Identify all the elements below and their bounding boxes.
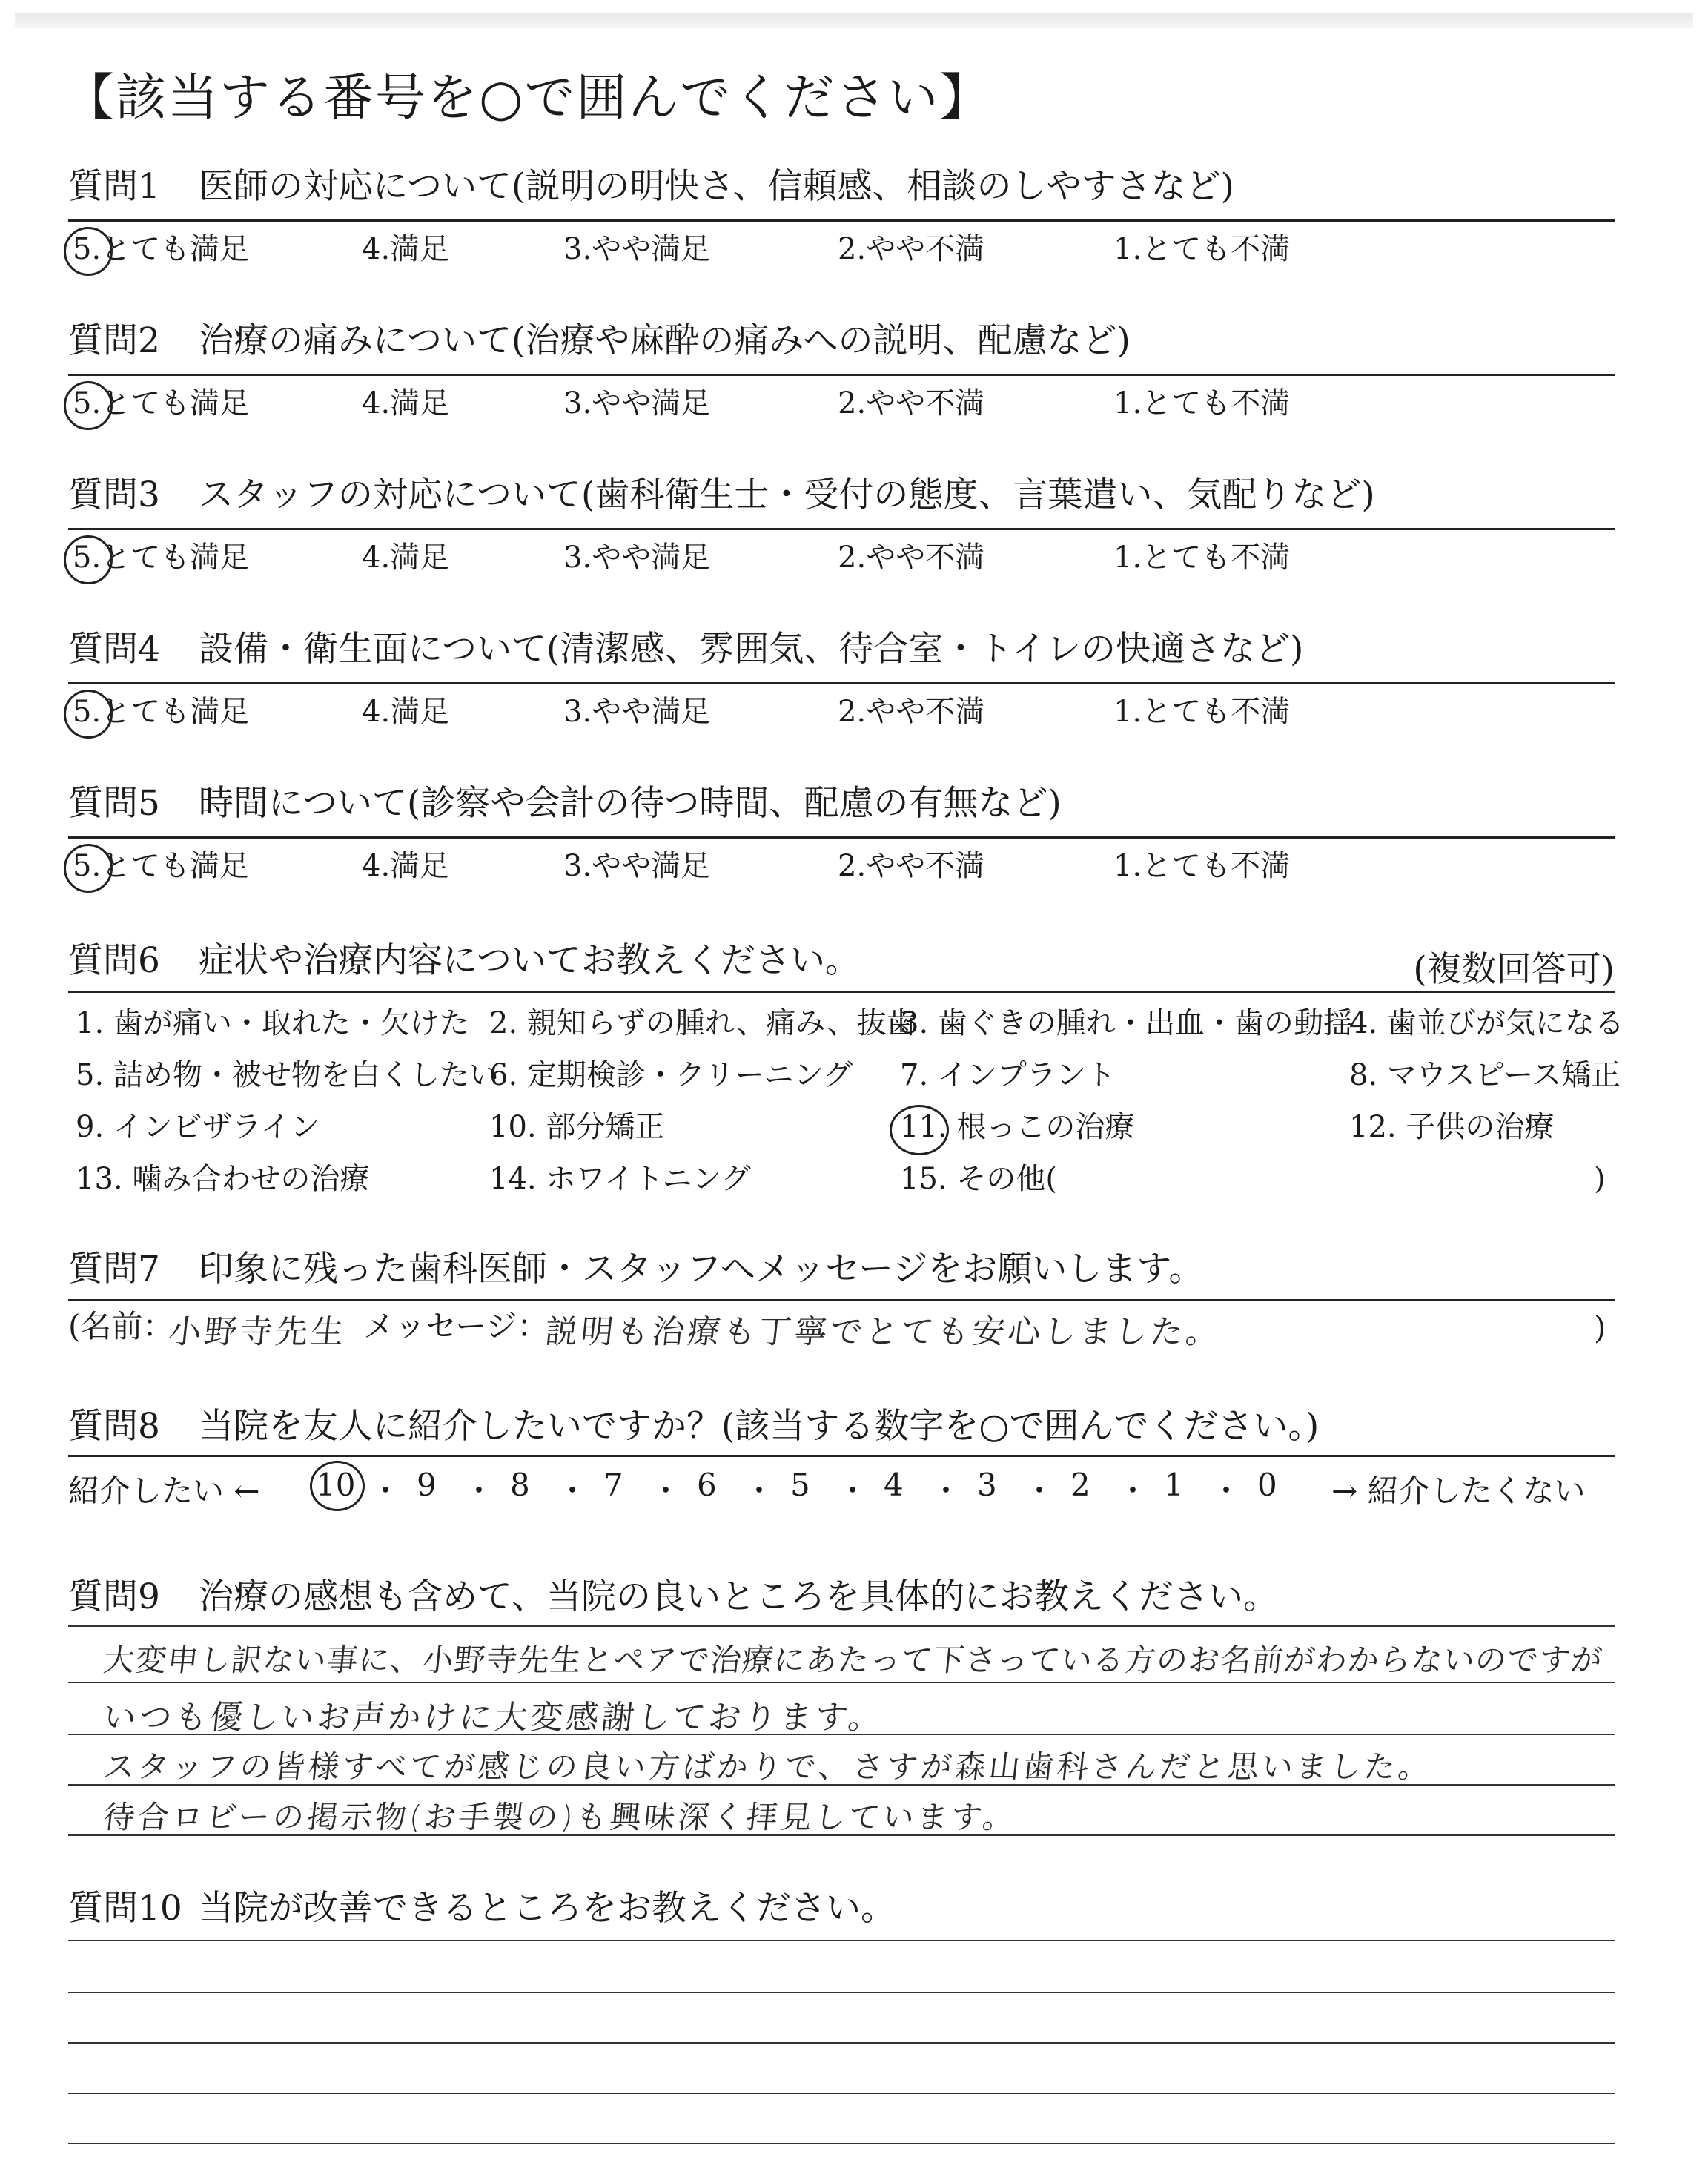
- symptom-option-12[interactable]: 12. 子供の治療: [1349, 1110, 1555, 1144]
- selected-answer-circle: [310, 1461, 365, 1511]
- question-2-option-4[interactable]: 4.満足: [362, 386, 450, 420]
- name-label: (名前：: [68, 1308, 174, 1344]
- question-3-option-2[interactable]: 2.やや不満: [838, 541, 985, 575]
- question-1-option-2[interactable]: 2.やや不満: [838, 232, 985, 266]
- question-1-option-3[interactable]: 3.やや満足: [563, 232, 711, 266]
- question-4-option-4[interactable]: 4.満足: [362, 695, 450, 729]
- question-5-rule: [68, 836, 1615, 839]
- question-8-heading: [68, 1407, 1319, 1446]
- question-8-rule: [68, 1455, 1615, 1457]
- handwritten-answer-line: スタッフの皆様すべてが感じの良い方ばかりで、さすが森山歯科さんだと思いました。: [102, 1748, 1434, 1785]
- question-4-option-3[interactable]: 3.やや満足: [563, 695, 711, 729]
- question-9-text: 治療の感想も含めて、当院の良いところを具体的にお教えください。: [199, 1576, 1279, 1617]
- question-4-option-1[interactable]: 1.とても不満: [1113, 695, 1291, 729]
- recommend-right-label: → 紹介したくない: [1331, 1473, 1586, 1509]
- symptom-option-4[interactable]: 4. 歯並びが気になる: [1349, 1006, 1624, 1040]
- message-label: メッセージ：: [363, 1308, 549, 1344]
- scale-separator: ・: [650, 1473, 682, 1509]
- answer-rule: [68, 1625, 1615, 1627]
- symptom-option-5[interactable]: 5. 詰め物・被せ物を白くしたい: [76, 1058, 499, 1092]
- question-5-option-2[interactable]: 2.やや不満: [838, 849, 985, 883]
- question-5-text: 時間について(診察や会計の待つ時間、配慮の有無など): [199, 783, 1062, 824]
- question-6-number: 質問6: [68, 940, 160, 981]
- symptom-option-15[interactable]: 15. その他(: [900, 1162, 1057, 1196]
- question-3-option-5[interactable]: 5.とても満足: [73, 541, 250, 575]
- question-2-option-5[interactable]: 5.とても満足: [73, 386, 250, 420]
- staff-name-handwritten: 小野寺先生: [166, 1313, 349, 1351]
- question-5-option-3[interactable]: 3.やや満足: [563, 849, 711, 883]
- question-3-option-4[interactable]: 4.満足: [362, 541, 450, 575]
- question-6-heading: [68, 942, 860, 980]
- symptom-option-7[interactable]: 7. インプラント: [900, 1058, 1116, 1092]
- scale-value-0[interactable]: 0: [1257, 1467, 1277, 1503]
- question-2-rule: [68, 374, 1615, 376]
- handwritten-answer-line: いつも優しいお声かけに大変感謝しております。: [101, 1699, 886, 1737]
- scale-separator: ・: [930, 1473, 962, 1509]
- question-3-number: 質問3: [68, 475, 160, 515]
- question-2-number: 質問2: [68, 320, 160, 361]
- question-6-rule: [68, 991, 1615, 993]
- question-1-heading: [68, 168, 1234, 206]
- symptom-option-9[interactable]: 9. インビザライン: [76, 1110, 320, 1144]
- question-2-text: 治療の痛みについて(治療や麻酔の痛みへの説明、配慮など): [199, 320, 1131, 361]
- scale-separator: ・: [837, 1473, 869, 1509]
- question-10-number: 質問10: [68, 1888, 182, 1929]
- question-3-option-3[interactable]: 3.やや満足: [563, 541, 711, 575]
- scale-value-3[interactable]: 3: [977, 1467, 997, 1503]
- question-10-text: 当院が改善できるところをお教えください。: [199, 1888, 896, 1929]
- question-9-heading: [68, 1578, 1278, 1616]
- scale-value-5[interactable]: 5: [790, 1467, 810, 1503]
- question-3-option-1[interactable]: 1.とても不満: [1113, 541, 1291, 575]
- scan-edge: [15, 13, 1693, 28]
- question-7-heading: [68, 1250, 1203, 1289]
- question-2-option-1[interactable]: 1.とても不満: [1113, 386, 1291, 420]
- recommend-left-label: 紹介したい ←: [68, 1473, 260, 1509]
- scale-separator: ・: [463, 1473, 495, 1509]
- selected-answer-circle: [64, 844, 113, 893]
- name-close-bracket: ): [1594, 1309, 1606, 1346]
- question-10-heading: [68, 1889, 896, 1928]
- question-4-number: 質問4: [68, 629, 160, 670]
- scale-value-7[interactable]: 7: [603, 1467, 623, 1503]
- question-7-text: 印象に残った歯科医師・スタッフへメッセージをお願いします。: [199, 1249, 1204, 1289]
- question-4-heading: [68, 630, 1303, 669]
- question-1-rule: [68, 219, 1615, 222]
- question-9-number: 質問9: [68, 1576, 160, 1617]
- scale-separator: ・: [744, 1473, 775, 1509]
- symptom-option-3[interactable]: 3. 歯ぐきの腫れ・出血・歯の動揺: [900, 1006, 1353, 1040]
- answer-rule[interactable]: [68, 2042, 1615, 2044]
- question-2-option-2[interactable]: 2.やや不満: [838, 386, 985, 420]
- question-3-text: スタッフの対応について(歯科衛生士・受付の態度、言葉遣い、気配りなど): [199, 475, 1375, 515]
- symptom-option-8[interactable]: 8. マウスピース矯正: [1349, 1058, 1621, 1092]
- selected-answer-circle: [890, 1105, 949, 1155]
- question-3-heading: [68, 476, 1375, 515]
- question-6-text: 症状や治療内容についてお教えください。: [199, 940, 861, 981]
- symptom-option-14[interactable]: 14. ホワイトニング: [489, 1162, 751, 1196]
- selected-answer-circle: [64, 381, 113, 430]
- symptom-option-11[interactable]: 11. 根っこの治療: [900, 1110, 1135, 1144]
- symptom-option-1[interactable]: 1. 歯が痛い・取れた・欠けた: [76, 1006, 469, 1040]
- question-4-text: 設備・衛生面について(清潔感、雰囲気、待合室・トイレの快適さなど): [199, 629, 1304, 670]
- question-5-heading: [68, 785, 1062, 823]
- symptom-option-6[interactable]: 6. 定期検診・クリーニング: [489, 1058, 853, 1092]
- question-7-rule: [68, 1299, 1615, 1301]
- question-1-number: 質問1: [68, 166, 160, 207]
- other-close-bracket: ): [1594, 1162, 1606, 1196]
- question-1-option-5[interactable]: 5.とても満足: [73, 232, 250, 266]
- scale-value-10[interactable]: 10: [316, 1467, 356, 1503]
- question-8-text: 当院を友人に紹介したいですか？(該当する数字を○で囲んでください。): [199, 1406, 1320, 1447]
- question-2-heading: [68, 322, 1131, 360]
- scale-separator: ・: [1024, 1473, 1056, 1509]
- question-1-text: 医師の対応について(説明の明快さ、信頼感、相談のしやすさなど): [199, 166, 1234, 207]
- scale-value-6[interactable]: 6: [697, 1467, 717, 1503]
- scale-value-1[interactable]: 1: [1164, 1467, 1184, 1503]
- symptom-option-10[interactable]: 10. 部分矯正: [489, 1110, 665, 1144]
- answer-rule[interactable]: [68, 2143, 1615, 2144]
- answer-rule: [68, 1682, 1615, 1683]
- answer-rule[interactable]: [68, 2093, 1615, 2094]
- selected-answer-circle: [64, 227, 113, 276]
- question-5-option-5[interactable]: 5.とても満足: [73, 849, 250, 883]
- scale-value-9[interactable]: 9: [417, 1467, 437, 1503]
- scale-separator: ・: [1117, 1473, 1149, 1509]
- question-4-option-5[interactable]: 5.とても満足: [73, 695, 250, 729]
- question-3-rule: [68, 528, 1615, 530]
- scale-value-2[interactable]: 2: [1070, 1467, 1090, 1503]
- page-title: 【該当する番号を○で囲んでください】: [64, 69, 992, 128]
- symptom-option-2[interactable]: 2. 親知らずの腫れ、痛み、抜歯: [489, 1006, 916, 1040]
- message-handwritten: 説明も治療も丁寧でとても安心しました。: [543, 1313, 1224, 1351]
- answer-rule[interactable]: [68, 1992, 1615, 1993]
- scale-value-8[interactable]: 8: [510, 1467, 530, 1503]
- question-7-number: 質問7: [68, 1249, 160, 1289]
- handwritten-answer-line: 待合ロビーの掲示物(お手製の)も興味深く拝見しています。: [102, 1799, 1019, 1835]
- question-1-option-1[interactable]: 1.とても不満: [1113, 232, 1291, 266]
- question-5-option-1[interactable]: 1.とても不満: [1113, 849, 1291, 883]
- question-5-option-4[interactable]: 4.満足: [362, 849, 450, 883]
- scale-separator: ・: [370, 1473, 402, 1509]
- question-8-number: 質問8: [68, 1406, 160, 1447]
- handwritten-answer-line: 大変申し訳ない事に、小野寺先生とペアで治療にあたって下さっている方のお名前がわからないのですが: [102, 1642, 1605, 1678]
- scale-separator: ・: [1211, 1473, 1242, 1509]
- scale-value-4[interactable]: 4: [884, 1467, 904, 1503]
- question-2-option-3[interactable]: 3.やや満足: [563, 386, 711, 420]
- multiple-answer-note: (複数回答可): [1413, 949, 1615, 990]
- answer-rule[interactable]: [68, 1940, 1615, 1941]
- scale-separator: ・: [557, 1473, 589, 1509]
- selected-answer-circle: [64, 535, 113, 584]
- question-1-option-4[interactable]: 4.満足: [362, 232, 450, 266]
- question-4-option-2[interactable]: 2.やや不満: [838, 695, 985, 729]
- question-5-number: 質問5: [68, 783, 160, 824]
- selected-answer-circle: [64, 690, 113, 739]
- question-4-rule: [68, 682, 1615, 684]
- symptom-option-13[interactable]: 13. 噛み合わせの治療: [76, 1162, 370, 1196]
